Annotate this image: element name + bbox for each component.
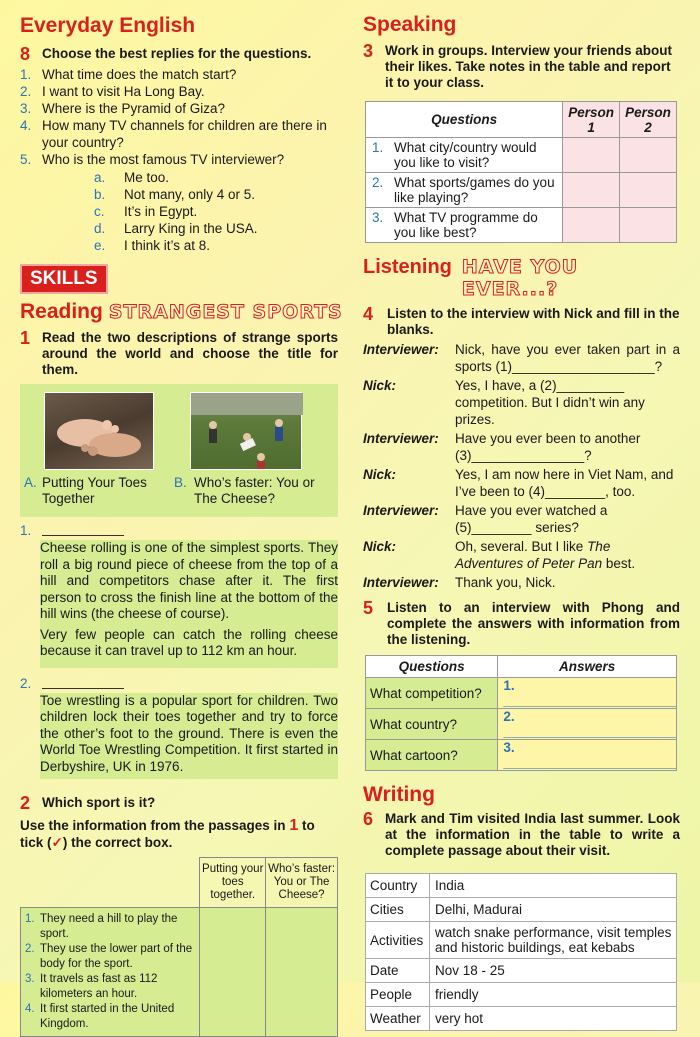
table-header: Person 2 bbox=[620, 102, 677, 138]
title-blank bbox=[42, 676, 124, 689]
table-row: Weather very hot bbox=[366, 1007, 677, 1031]
task-instruction: Choose the best replies for the questions. bbox=[42, 46, 312, 61]
image-options-box bbox=[20, 384, 338, 517]
reading-heading bbox=[20, 300, 355, 324]
listening-answer-table bbox=[365, 655, 677, 771]
option-a: A. Putting Your Toes Together bbox=[24, 475, 147, 506]
list-item: 4. How many TV channels for children are there in your country? bbox=[20, 118, 327, 150]
writing-table bbox=[365, 873, 677, 1031]
task-1 bbox=[20, 330, 338, 378]
task-6 bbox=[363, 811, 680, 859]
list-item: 5. Who is the most famous TV interviewer? bbox=[20, 152, 285, 167]
dialogue-line: Nick: Oh, several. But I like The Adventures of Peter Pan best. bbox=[363, 539, 636, 571]
table-row: Cities Delhi, Madurai bbox=[366, 898, 677, 922]
answer-cell[interactable] bbox=[563, 173, 620, 208]
right-column bbox=[355, 0, 700, 1031]
task-5 bbox=[363, 600, 680, 648]
skills-badge: SKILLS bbox=[20, 264, 108, 294]
task-number: 2 bbox=[20, 793, 31, 813]
dialogue-line: Interviewer: Have you ever been to another (3)_______________? bbox=[363, 431, 641, 463]
task-instruction: Read the two descriptions of strange sports around the world and choose the title for them. bbox=[42, 330, 338, 377]
passage-1-label: 1. bbox=[20, 523, 355, 538]
table-row: Date Nov 18 - 25 bbox=[366, 959, 677, 983]
toes-photo bbox=[44, 392, 154, 470]
answer-cell[interactable] bbox=[563, 208, 620, 243]
writing-heading: Writing bbox=[363, 783, 435, 806]
table-header: Who’s faster: You or The Cheese? bbox=[266, 858, 338, 908]
table-header: Answers bbox=[498, 656, 677, 678]
listening-label: Listening bbox=[363, 256, 452, 278]
task-instruction: Which sport is it? bbox=[42, 795, 156, 810]
toes-icon bbox=[45, 393, 155, 471]
table-row: Activities watch snake performance, visit temples and historic buildings, eat kebabs bbox=[366, 922, 677, 959]
list-item: 1. What time does the match start? bbox=[20, 67, 237, 82]
task-2 bbox=[20, 795, 355, 811]
task-8 bbox=[20, 46, 355, 62]
dialogue-line: Interviewer: Nick, have you ever taken part in a sports (1)___________________? bbox=[363, 342, 680, 374]
task-number: 8 bbox=[20, 44, 31, 64]
list-item: c. It’s in Egypt. bbox=[94, 204, 198, 219]
passage-2-text: Toe wrestling is a popular sport for children. Two children lock their toes together and try to force the other’s foot to the ground. There is even the World Toe Wrestling Competition. It first started in Derbyshire, UK in 1976. bbox=[40, 692, 338, 774]
dialogue-line: Interviewer: Have you ever watched a (5)________ series? bbox=[363, 503, 608, 535]
answer-cell[interactable]: 1. _______________________ bbox=[498, 678, 677, 709]
speaking-table bbox=[365, 101, 677, 243]
list-item: 3. Where is the Pyramid of Giza? bbox=[20, 101, 226, 116]
skills-badge-wrap bbox=[20, 264, 355, 294]
listening-heading bbox=[363, 256, 680, 300]
list-item: a. Me too. bbox=[94, 170, 170, 185]
answer-cell[interactable]: 3. _______________________ bbox=[498, 740, 677, 771]
table-row: Country India bbox=[366, 874, 677, 898]
list-item: e. I think it’s at 8. bbox=[94, 238, 211, 253]
sport-tick-table bbox=[20, 857, 338, 1037]
table-row: What country? 2. _______________________ bbox=[366, 709, 677, 740]
table-row: People friendly bbox=[366, 983, 677, 1007]
answer-cell[interactable] bbox=[620, 208, 677, 243]
answer-cell[interactable]: 2. _______________________ bbox=[498, 709, 677, 740]
reading-label: Reading bbox=[20, 300, 103, 323]
table-statements: 1. They need a hill to play the sport. 2. They use the lower part of the body for the sport. 3. It travels as fast as 112 kilometers an hour. 4. It first started in the United Kingdom. bbox=[21, 908, 200, 1037]
headphones-icon: 5 bbox=[363, 598, 374, 618]
dialogue-line: Interviewer: Thank you, Nick. bbox=[363, 575, 556, 590]
task-instruction: Mark and Tim visited India last summer. Look at the information in the table to write a complete passage about their visit. bbox=[385, 811, 680, 858]
list-item: 2. I want to visit Ha Long Bay. bbox=[20, 84, 205, 99]
tick-icon: ✓ bbox=[51, 835, 63, 850]
table-row: 1. What city/country would you like to visit? bbox=[366, 138, 677, 173]
answer-cell[interactable] bbox=[563, 138, 620, 173]
passage-1 bbox=[40, 540, 338, 668]
table-header: Questions bbox=[366, 102, 563, 138]
dialogue-line: Nick: Yes, I am now here in Viet Nam, and I’ve been to (4)________, too. bbox=[363, 467, 674, 499]
passage-2 bbox=[40, 693, 338, 780]
tick-box[interactable] bbox=[200, 908, 266, 1037]
headphones-icon: 4 bbox=[363, 304, 374, 324]
task-3 bbox=[363, 43, 680, 91]
task-instruction: Listen to the interview with Nick and fill in the blanks. bbox=[387, 306, 680, 337]
list-item: b. Not many, only 4 or 5. bbox=[94, 187, 256, 202]
table-header: Questions bbox=[366, 656, 498, 678]
passage-2-label: 2. bbox=[20, 676, 355, 691]
speaking-heading: Speaking bbox=[363, 13, 457, 36]
table-header: Putting your toes together. bbox=[200, 858, 266, 908]
table-row: 3. What TV programme do you like best? bbox=[366, 208, 677, 243]
answer-list bbox=[94, 169, 355, 254]
answer-cell[interactable] bbox=[620, 138, 677, 173]
dialogue-line: Nick: Yes, I have, a (2)_________ competition. But I didn’t win any prizes. bbox=[363, 378, 645, 427]
table-row: 2. What sports/games do you like playing? bbox=[366, 173, 677, 208]
option-b: B. Who’s faster: You or The Cheese? bbox=[174, 475, 315, 506]
listening-title: HAVE YOU EVER...? bbox=[461, 256, 579, 300]
table-header: Person 1 bbox=[563, 102, 620, 138]
task-instruction: Listen to an interview with Phong and complete the answers with information from the listening. bbox=[387, 600, 680, 647]
task-4 bbox=[363, 306, 680, 338]
title-blank bbox=[42, 523, 124, 536]
cheese-rolling-photo bbox=[190, 392, 302, 470]
task-number: 3 bbox=[363, 41, 374, 61]
people-running-icon bbox=[191, 393, 303, 471]
list-item: d. Larry King in the USA. bbox=[94, 221, 258, 236]
task-instruction: Work in groups. Interview your friends about their likes. Take notes in the table and report it to your class. bbox=[385, 43, 673, 90]
task-number: 1 bbox=[20, 328, 31, 348]
task-number: 6 bbox=[363, 809, 374, 829]
table-row: What cartoon? 3. _______________________ bbox=[366, 740, 677, 771]
answer-cell[interactable] bbox=[620, 173, 677, 208]
task-2-instruction: Use the information from the passages in 1 to tick (✓) the correct box. bbox=[20, 817, 315, 850]
question-list bbox=[20, 66, 340, 168]
reading-title: STRANGEST SPORTS bbox=[108, 301, 343, 323]
dialogue bbox=[363, 341, 680, 591]
passage-1-text: Cheese rolling is one of the simplest sports. They roll a big round piece of cheese from the top of a hill and competitors chase after it. The first person to cross the finish line at the bottom of the hill wins (the cheese of course). bbox=[40, 540, 338, 621]
everyday-english-heading: Everyday English bbox=[20, 14, 196, 37]
tick-box[interactable] bbox=[266, 908, 338, 1037]
table-row: What competition? 1. _______________________ bbox=[366, 678, 677, 709]
passage-1-text-2: Very few people can catch the rolling cheese because it can travel up to 112 km an hour. bbox=[40, 626, 338, 658]
